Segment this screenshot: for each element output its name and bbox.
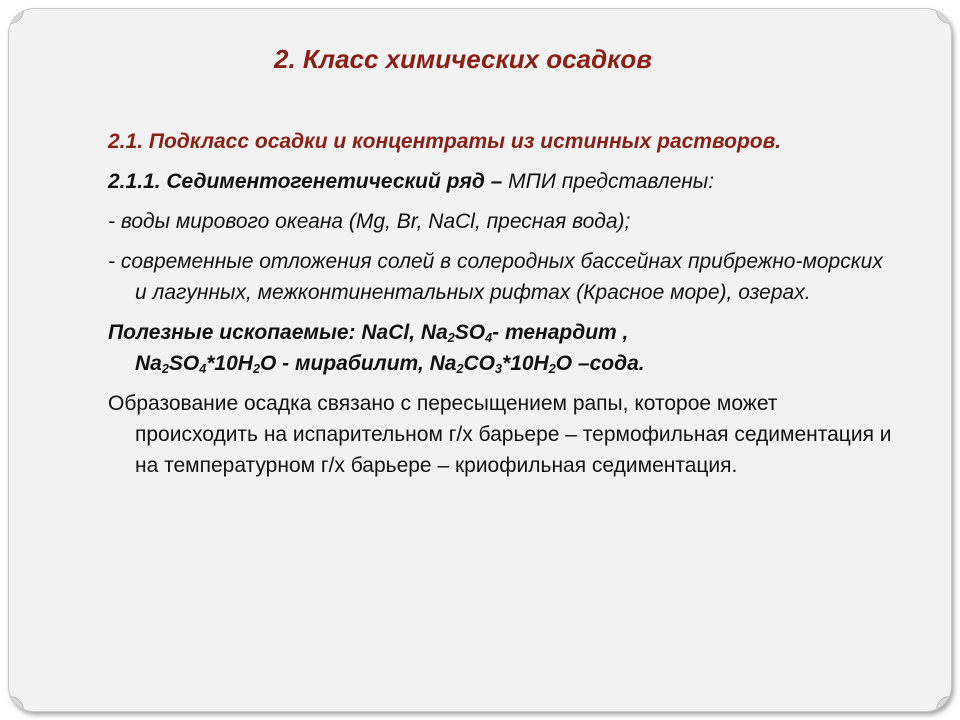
formula: $Na_2SO_4$ (420, 321, 493, 346)
deposits-item: - современные отложения солей в солеродных бассейнах прибрежно-морских и лагунных, межконтинентальных рифтах (Красное море), озерах. (108, 250, 883, 304)
slide-title: 2. Класс химических осадков (274, 44, 652, 74)
tenardite-label: - тенардит , (492, 321, 629, 344)
mirabilite-label: - мирабилит, (276, 352, 430, 375)
minerals-label: Полезные ископаемые: NaCl, (108, 321, 421, 344)
corner-decoration (936, 696, 952, 712)
corner-decoration (936, 8, 952, 24)
series-text: МПИ представлены: (508, 170, 715, 193)
soda-label: –сода. (572, 352, 645, 375)
series-heading: 2.1.1. Седиментогенетический ряд – (108, 170, 503, 193)
corner-decoration (8, 8, 24, 24)
formula: $Na_2SO_4*10H_2O$ (135, 352, 277, 377)
corner-decoration (8, 696, 24, 712)
minerals-paragraph (108, 317, 898, 379)
formation-paragraph: Образование осадка связано с пересыщением рапы, которое может происходить на испарительном г/х барьере – термофильная седиментация и на температурном г/х барьере – криофильная седиментация. (108, 392, 892, 477)
slide-body (108, 126, 898, 490)
series-paragraph (108, 166, 898, 197)
ocean-item: - воды мирового океана (Mg, Br, NaCl, пресная вода); (108, 210, 631, 233)
formula: $Na_2CO_3*10H_2O$ (429, 352, 573, 377)
subclass-heading: 2.1. Подкласс осадки и концентраты из истинных растворов. (108, 130, 782, 153)
